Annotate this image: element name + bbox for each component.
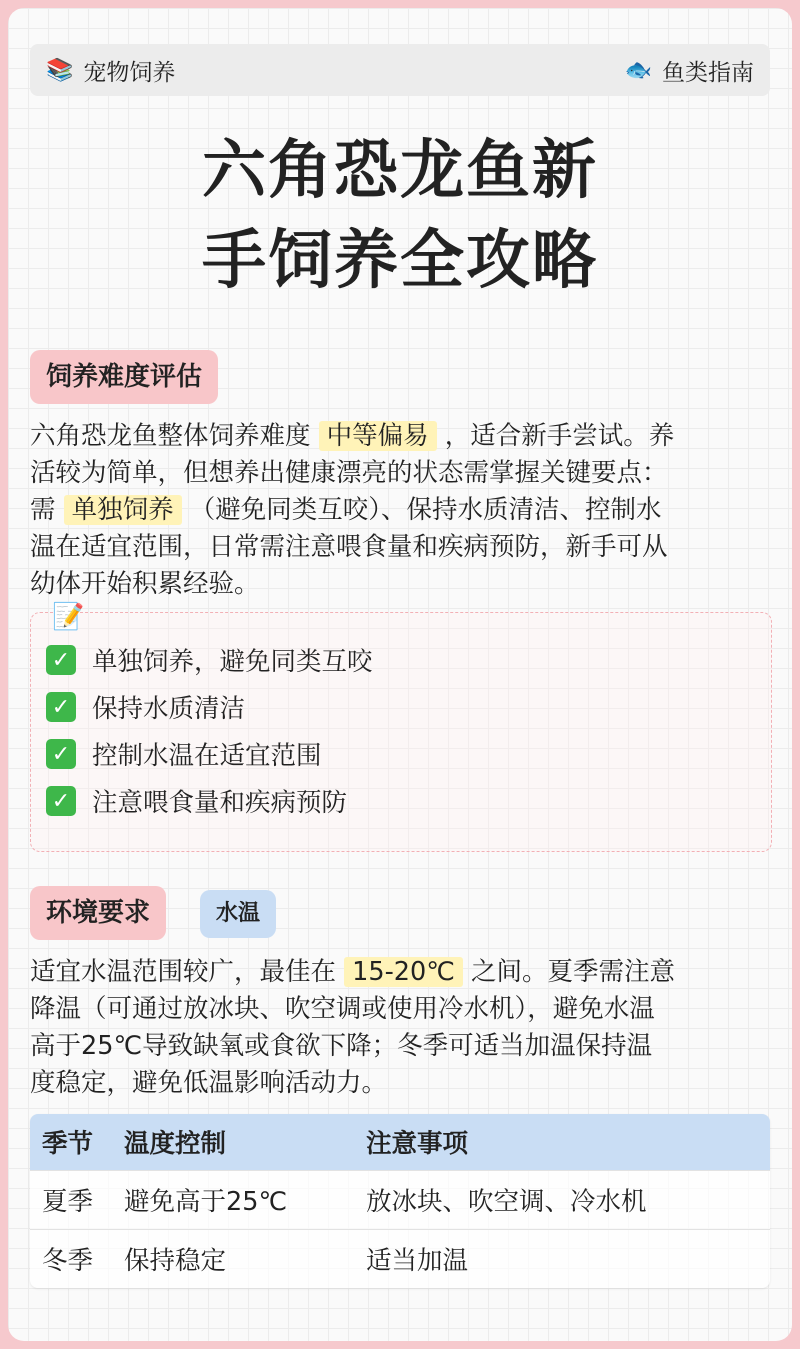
category-left[interactable] [46, 54, 175, 87]
table-cell: 避免高于25℃ [124, 1187, 288, 1217]
text-line: 活较为简单，但想养出健康漂亮的状态需掌握关键要点： [30, 458, 668, 488]
checklist-item [46, 781, 347, 821]
check-icon: ✓ [46, 786, 76, 816]
check-icon: ✓ [46, 739, 76, 769]
title-line-1: 六角恐龙鱼新 [202, 134, 598, 208]
table-cell: 夏季 [42, 1187, 94, 1217]
text-line: 度稳定，避免低温影响活动力。 [30, 1068, 388, 1098]
text-span: ，适合新手尝试。养 [444, 421, 675, 451]
category-right-label: 鱼类指南 [662, 59, 754, 86]
content-card [8, 8, 792, 1341]
check-icon: ✓ [46, 692, 76, 722]
column-header: 注意事项 [366, 1129, 469, 1159]
section-tag-environment: 环境要求 [30, 886, 166, 940]
difficulty-paragraph [30, 418, 774, 603]
table-cell: 保持稳定 [124, 1246, 227, 1276]
checklist-item [46, 687, 245, 727]
text-span: 六角恐龙鱼整体饲养难度 [30, 421, 311, 451]
table-cell: 放冰块、吹空调、冷水机 [366, 1187, 647, 1217]
title-line-2: 手饲养全攻略 [202, 224, 598, 298]
highlight-difficulty: 中等偏易 [319, 421, 437, 451]
text-line: 温在适宜范围，日常需注意喂食量和疾病预防，新手可从 [30, 532, 668, 562]
table-row [30, 1171, 770, 1230]
table-row [30, 1230, 770, 1288]
highlight-solo: 单独饲养 [64, 495, 182, 525]
checklist-item [46, 734, 322, 774]
table-cell: 冬季 [42, 1246, 94, 1276]
temperature-table [30, 1114, 770, 1288]
category-right[interactable] [625, 54, 754, 87]
text-line: 高于25℃导致缺氧或食欲下降；冬季可适当加温保持温 [30, 1031, 653, 1061]
check-icon: ✓ [46, 645, 76, 675]
section-tag-difficulty: 饲养难度评估 [30, 350, 218, 404]
table-cell: 适当加温 [366, 1246, 469, 1276]
fish-icon: 🐟 [624, 57, 652, 83]
text-span: 适宜水温范围较广，最佳在 [30, 957, 337, 987]
environment-paragraph [30, 954, 774, 1102]
books-icon: 📚 [46, 57, 74, 83]
checklist-item [46, 640, 373, 680]
text-line: 降温（可通过放冰块、吹空调或使用冷水机），避免水温 [30, 994, 655, 1024]
category-left-label: 宠物饲养 [83, 59, 176, 86]
subtag-water-temp: 水温 [200, 890, 276, 938]
highlight-temp: 15-20℃ [344, 957, 463, 987]
column-header: 温度控制 [124, 1129, 227, 1159]
checklist-label: 控制水温在适宜范围 [92, 741, 322, 771]
text-span: （避免同类互咬）、保持水质清洁、控制水 [189, 495, 662, 525]
text-span: 需 [30, 495, 56, 525]
page-title [8, 126, 792, 306]
memo-icon: 📝 [52, 602, 85, 632]
checklist-label: 单独饲养，避免同类互咬 [92, 647, 373, 677]
table-header-row [30, 1114, 770, 1171]
text-span: 之间。夏季需注意 [470, 957, 675, 987]
checklist-label: 保持水质清洁 [92, 694, 246, 724]
category-bar [30, 44, 770, 96]
text-line: 幼体开始积累经验。 [30, 569, 260, 599]
checklist-label: 注意喂食量和疾病预防 [92, 788, 348, 818]
column-header: 季节 [42, 1129, 94, 1159]
